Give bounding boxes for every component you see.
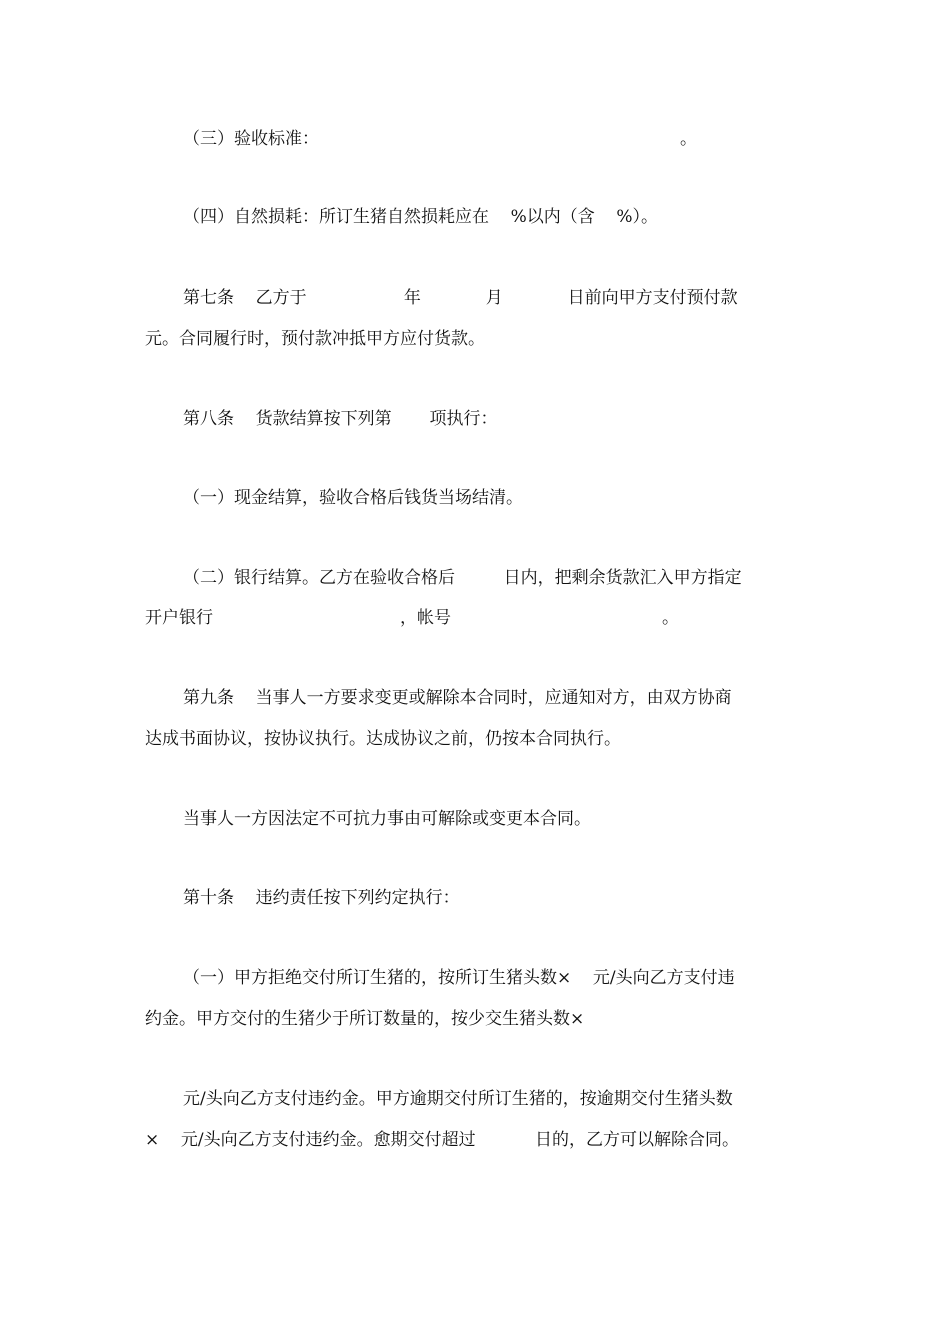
clause-3-end-mark: 。 [680, 129, 697, 149]
article-8-heading: 第八条 货款结算按下列第 项执行： [183, 409, 498, 429]
clause-3-acceptance-standard: （三）验收标准： [183, 129, 319, 149]
article-10-heading: 第十条 违约责任按下列约定执行： [183, 888, 460, 908]
article-10-item-1-line-4: × 元/头向乙方支付违约金。愈期交付超过 日的，乙方可以解除合同。 [145, 1130, 740, 1150]
article-10-item-1-line-1: （一）甲方拒绝交付所订生猪的，按所订生猪头数× 元/头向乙方支付违 [183, 968, 735, 988]
article-7-line-1: 第七条 乙方于 年 月 日前向甲方支付预付款 [183, 288, 738, 308]
force-majeure-paragraph: 当事人一方因法定不可抗力事由可解除或变更本合同。 [183, 809, 591, 829]
article-8-item-2-line-2: 开户银行 [145, 608, 213, 628]
article-7-line-2: 元。合同履行时，预付款冲抵甲方应付货款。 [145, 329, 485, 349]
article-8-item-1: （一）现金结算，验收合格后钱货当场结清。 [183, 488, 523, 508]
account-number-label: ，帐号 [400, 608, 451, 628]
article-8-item-2-line-1: （二）银行结算。乙方在验收合格后 日内，把剩余货款汇入甲方指定 [183, 568, 742, 588]
article-9-line-2: 达成书面协议，按协议执行。达成协议之前，仍按本合同执行。 [145, 729, 621, 749]
clause-4-natural-loss: （四）自然损耗：所订生猪自然损耗应在 %以内（含 %）。 [183, 207, 659, 227]
article-8-item-2-end-mark: 。 [662, 608, 679, 628]
article-10-item-1-line-2: 约金。甲方交付的生猪少于所订数量的，按少交生猪头数× [145, 1009, 585, 1029]
article-9-line-1: 第九条 当事人一方要求变更或解除本合同时，应通知对方，由双方协商 [183, 688, 732, 708]
article-10-item-1-line-3: 元/头向乙方支付违约金。甲方逾期交付所订生猪的，按逾期交付生猪头数 [183, 1089, 733, 1109]
